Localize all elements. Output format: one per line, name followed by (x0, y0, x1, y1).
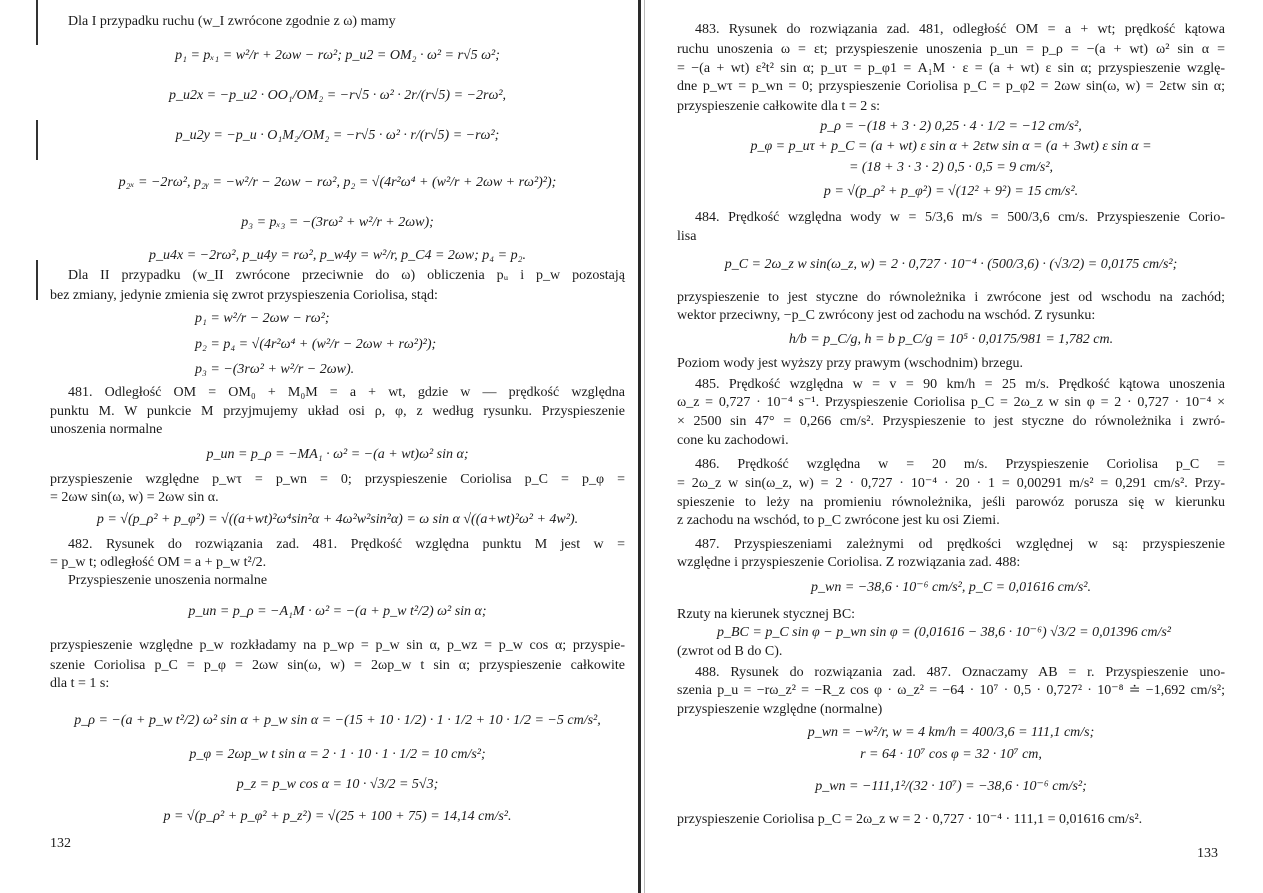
equation-line: p_φ = p_uτ + p_C = (a + wt) ε sin α + 2εtw sin α = (a + 3wt) ε sin α = (750, 139, 1152, 154)
right-page (642, 0, 1263, 893)
text-line: przyspieszenie to jest styczne do równoleżnika i zwrócone jest od wschodu na zachód; (677, 290, 1225, 305)
equation-line: p_u2x = −p_u2 · OO₁/OM₂ = −r√5 · ω² · 2r/(r√5) = −2rω², (168, 88, 507, 103)
text-line: Dla II przypadku (w_II zwrócone przeciwnie do ω) obliczenia pᵤ i p_w pozostają (68, 268, 625, 283)
equation-line: p = √(p_ρ² + p_φ²) = √((a+wt)²ω⁴sin²α + 4ω²w²sin²α) = ω sin α √((a+wt)²ω² + 4w²). (96, 512, 579, 527)
text-line: Rzuty na kierunek stycznej BC: (677, 607, 856, 622)
text-line: przyspieszenie względne p_wτ = p_wn = 0; przyspieszenie Coriolisa p_C = p_φ = (50, 472, 625, 487)
text-line: 482. Rysunek do rozwiązania zad. 481. Prędkość względna punktu M jest w = (68, 537, 625, 552)
text-line: dne p_wτ = p_wn = 0; przyspieszenie Coriolisa p_C = p_φ2 = 2ωw sin(ω, w) = 2εtw sin α; (677, 79, 1225, 94)
page-number: 132 (50, 836, 71, 851)
text-line: 486. Prędkość względna w = 20 m/s. Przyspieszenie Coriolisa p_C = (695, 457, 1225, 472)
equation-line: p = √(p_ρ² + p_φ²) = √(12² + 9²) = 15 cm/s². (823, 184, 1079, 199)
text-line: przyspieszenie Coriolisa p_C = 2ω_z w = 2 · 0,727 · 10⁻⁴ · 111,1 = 0,01616 cm/s². (677, 812, 1143, 827)
equation-line: = (18 + 3 · 3 · 2) 0,5 · 0,5 = 9 cm/s², (848, 160, 1054, 175)
text-line: = 2ω_z w sin(ω_z, w) = 2 · 0,727 · 10⁻⁴ · 20 · 1 = 0,00291 m/s² = 0,291 cm/s². Przy- (677, 476, 1225, 491)
equation-line: p₂ₓ = −2rω², p₂ᵧ = −w²/r − 2ωw − rω², p₂ = √(4r²ω⁴ + (w²/r + 2ωw + rω²)²); (118, 175, 557, 190)
equation-line: p_wn = −38,6 · 10⁻⁶ cm/s², p_C = 0,01616 cm/s². (811, 580, 1091, 595)
equation-line: p_wn = −w²/r, w = 4 km/h = 400/3,6 = 111,1 cm/s; (807, 725, 1095, 740)
text-line: punktu M. W punkcie M przyjmujemy układ osi ρ, φ, z według rysunku. Przyspieszenie (50, 404, 625, 419)
text-line: p_BC = p_C sin φ − p_wn sin φ = (0,01616 − 38,6 · 10⁻⁶) √3/2 = 0,01396 cm/s² (717, 625, 1171, 640)
text-line: przyspieszenie względne (normalne) (677, 702, 883, 717)
text-line: wektor przeciwny, −p_C zwrócony jest od zachodu na wschód. Z rysunku: (677, 308, 1096, 323)
equation-line: p_C = 2ω_z w sin(ω_z, w) = 2 · 0,727 · 10⁻⁴ · (500/3,6) · (√3/2) = 0,0175 cm/s²; (724, 257, 1178, 272)
equation-line: p₁ = pₓ₁ = w²/r + 2ωw − rω²; p_u2 = OM₂ · ω² = r√5 ω²; (175, 48, 500, 63)
equation-line: p = √(p_ρ² + p_φ² + p_z²) = √(25 + 100 + 75) = 14,14 cm/s². (163, 809, 512, 824)
equation-line: p_u4x = −2rω², p_u4y = rω², p_w4y = w²/r, p_C4 = 2ωw; p₄ = p₂. (148, 248, 526, 263)
text-line: p₃ = −(3rω² + w²/r − 2ωw). (195, 362, 355, 377)
text-line: 485. Prędkość względna w = v = 90 km/h = 25 m/s. Prędkość kątowa unoszenia (695, 377, 1225, 392)
text-line: szenie Coriolisa p_C = p_φ = 2ωw sin(ω, w) = 2ωp_w t sin α; przyspieszenie całkowite (50, 658, 625, 673)
text-line: (zwrot od B do C). (677, 644, 783, 659)
text-line: 488. Rysunek do rozwiązania zad. 487. Oznaczamy AB = r. Przyspieszenie uno- (695, 665, 1225, 680)
equation-line: p₃ = pₓ₃ = −(3rω² + w²/r + 2ωw); (241, 215, 434, 230)
equation-line: p_un = p_ρ = −MA₁ · ω² = −(a + wt)ω² sin α; (206, 447, 469, 462)
text-line: szenia p_u = −rω_z² = −R_z cos φ · ω_z² = −64 · 10⁷ · 0,5 · 0,727² · 10⁻⁸ ≐ −1,692 cm/s²; (677, 683, 1225, 698)
text-line: przyspieszenie całkowite dla t = 2 s: (677, 99, 881, 114)
text-line: unoszenia normalne (50, 422, 163, 437)
text-line: = p_w t; odległość OM = a + p_w t²/2. (50, 555, 267, 570)
text-line: Przyspieszenie unoszenia normalne (68, 573, 268, 588)
equation-line: p_wn = −111,1²/(32 · 10⁷) = −38,6 · 10⁻⁶ cm/s²; (815, 779, 1087, 794)
equation-line: p_u2y = −p_u · O₁M₂/OM₂ = −r√5 · ω² · r/(r√5) = −rω²; (175, 128, 500, 143)
text-line: dla t = 1 s: (50, 676, 110, 691)
equation-line: p_φ = 2ωp_w t sin α = 2 · 1 · 10 · 1 · 1/2 = 10 cm/s²; (189, 747, 486, 762)
equation-line: p_un = p_ρ = −A₁M · ω² = −(a + p_w t²/2) ω² sin α; (188, 604, 487, 619)
text-line: bez zmiany, jedynie zmienia się zwrot przyspieszenia Coriolisa, stąd: (50, 288, 438, 303)
text-line: p₂ = p₄ = √(4r²ω⁴ + (w²/r − 2ωw + rω²)²); (195, 337, 437, 352)
equation-line: p_z = p_w cos α = 10 · √3/2 = 5√3; (236, 777, 439, 792)
text-line: p₁ = w²/r − 2ωw − rω²; (195, 311, 330, 326)
text-line: przyspieszenie względne p_w rozkładamy na p_wρ = p_w sin α, p_wz = p_w cos α; przyspie- (50, 638, 625, 653)
equation-line: p_ρ = −(a + p_w t²/2) ω² sin α + p_w sin α = −(15 + 10 · 1/2) · 1 · 1/2 + 10 · 1/2 = −5 cm/s², (74, 713, 601, 728)
text-line: ruchu unoszenia ω = εt; przyspieszenie unoszenia p_un = p_ρ = −(a + wt) ω² sin α = (677, 42, 1225, 57)
equation-line: h/b = p_C/g, h = b p_C/g = 10⁵ · 0,0175/981 = 1,782 cm. (788, 332, 1114, 347)
equation-line: r = 64 · 10⁷ cos φ = 32 · 10⁷ cm, (860, 747, 1042, 762)
text-line: = 2ωw sin(ω, w) = 2ωw sin α. (50, 490, 219, 505)
text-line: 483. Rysunek do rozwiązania zad. 481, odległość OM = a + wt; prędkość kątowa (695, 22, 1225, 37)
equation-line: p_ρ = −(18 + 3 · 2) 0,25 · 4 · 1/2 = −12 cm/s², (820, 119, 1082, 134)
text-line: Poziom wody jest wyższy przy prawym (wschodnim) brzegu. (677, 356, 1024, 371)
text-line: 481. Odległość OM = OM₀ + M₀M = a + wt, gdzie w — prędkość względna (68, 385, 625, 400)
text-line: z zachodu na wschód, to p_C zwrócone jest ku osi Ziemi. (677, 513, 1000, 528)
text-line: 487. Przyspieszeniami zależnymi od prędkości względnej w są: przyspieszenie (695, 537, 1225, 552)
text-line: ω_z = 0,727 · 10⁻⁴ s⁻¹. Przyspieszenie Coriolisa p_C = 2ω_z w sin φ = 2 · 0,727 · 10⁻⁴ × (677, 395, 1225, 410)
text-line: 484. Prędkość względna wody w = 5/3,6 m/s = 500/3,6 cm/s. Przyspieszenie Corio- (695, 210, 1225, 225)
text-line: cone ku zachodowi. (677, 433, 789, 448)
text-line: Dla I przypadku ruchu (w_I zwrócone zgodnie z ω) mamy (68, 14, 396, 29)
text-line: spieszenie to leży na promieniu równoleżnika, jeśli parowóz porusza się w kierunku (677, 495, 1225, 510)
page-number: 133 (1197, 846, 1218, 861)
text-line: lisa (677, 229, 697, 244)
text-line: względne i przyspieszenie Coriolisa. Z rozwiązania zad. 488: (677, 555, 1021, 570)
text-line: × 2500 sin 47° = 0,266 cm/s². Przyspieszenie to jest styczne do równoleżnika i zwró- (677, 414, 1225, 429)
text-line: = −(a + wt) ε²t² sin α; p_uτ = p_φ1 = A₁M · ε = (a + wt) ε sin α; przyspieszenie wzglę- (677, 61, 1225, 76)
